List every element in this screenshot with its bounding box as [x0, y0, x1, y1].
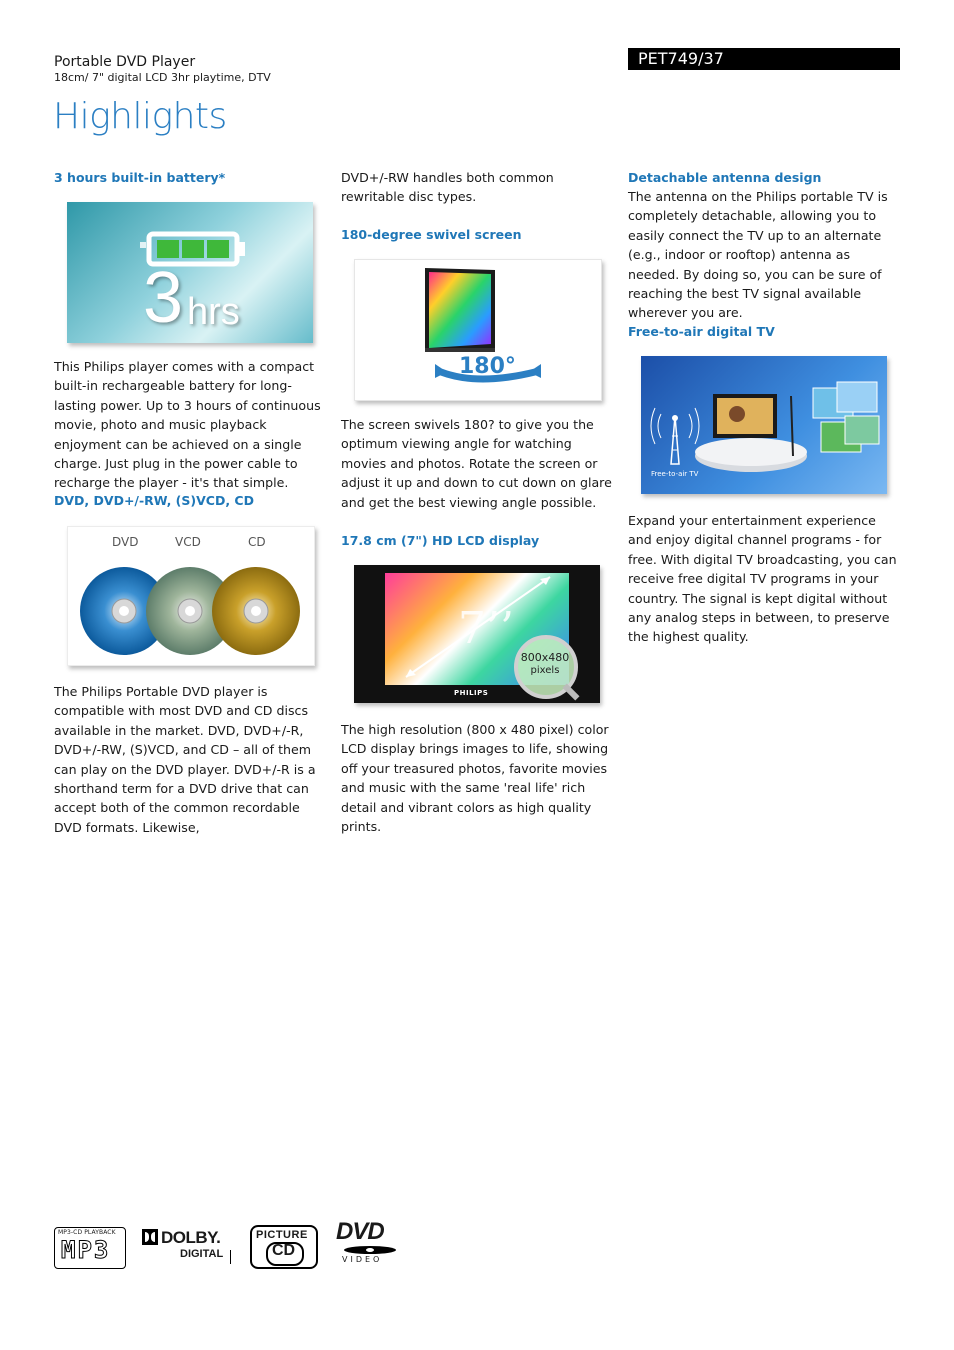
- page-title: Highlights: [53, 96, 227, 137]
- mp3-cd-logo: [54, 1227, 126, 1269]
- lcd-description: The high resolution (800 x 480 pixel) color LCD display brings images to life, showing off your treasured photos, favorite movies and music with the same 'real life' rich detail and vibrant colors as high quality prints.: [341, 722, 609, 835]
- battery-hours-unit: hrs: [187, 291, 240, 333]
- dvd-video-text: VIDEO: [342, 1255, 383, 1264]
- battery-hours-number: 3: [143, 258, 184, 338]
- swivel-angle-label: 180°: [459, 354, 516, 379]
- product-subtitle: 18cm/ 7" digital LCD 3hr playtime, DTV: [54, 71, 271, 84]
- digital-tv-image: [641, 356, 887, 494]
- column-1: [54, 168, 326, 835]
- free-to-air-label: Free-to-air TV: [651, 470, 699, 478]
- mp3-cd-logo-caption: MP3-CD PLAYBACK: [58, 1229, 116, 1236]
- section-title-battery: 3 hours built-in battery*: [54, 170, 226, 185]
- discs-icon: [68, 527, 314, 665]
- product-category: Portable DVD Player: [54, 54, 196, 70]
- disc-formats-image: [67, 526, 315, 666]
- battery-description: This Philips player comes with a compact built-in rechargeable battery for long-lasting power. Up to 3 hours of continuous movie, photo and music playback enjoyment can be achieved on a single charge. Just plug in the power cable to recharge the player - it's that simple.: [54, 359, 321, 491]
- dolby-double-d-icon: [142, 1229, 158, 1245]
- resolution-label: 800x480: [520, 651, 570, 664]
- picture-cd-top: PICTURE: [256, 1229, 308, 1241]
- section-title-antenna: Detachable antenna design: [628, 170, 822, 185]
- swivel-description: The screen swivels 180? to give you the optimum viewing angle for watching movies and photos. Rotate the screen or adjust it up and down to cut down on glare and get the best viewing angle possible.: [341, 417, 612, 510]
- dolby-sub: DIGITAL: [180, 1248, 224, 1260]
- digital-tv-description: Expand your entertainment experience and enjoy digital channel programs - for free. With digital TV broadcasting, you can receive free digital TV programs in your country. The signal is kept digital without any analog steps in between, to preserve the highest quality.: [628, 513, 897, 645]
- battery-image: [67, 202, 313, 343]
- lcd-display-image: [354, 565, 600, 703]
- swivel-screen-image: [354, 259, 602, 401]
- disc-formats-description: The Philips Portable DVD player is compatible with most DVD and CD discs available in the market. DVD, DVD+/-R, DVD+/-RW, (S)VCD, and CD – all of them can play on the DVD player. DVD+/-R is a shorthand term for a DVD drive that can accept both of the common recordable DVD formats. Likewise,: [54, 684, 316, 835]
- disc-label-cd: CD: [248, 535, 266, 549]
- dolby-name: DOLBY.: [161, 1228, 221, 1247]
- disc-label-dvd: DVD: [112, 535, 139, 549]
- section-title-swivel: 180-degree swivel screen: [341, 227, 522, 242]
- model-number: PET749/37: [638, 49, 724, 68]
- screen-size-label: 7’’: [458, 603, 514, 654]
- dvd-logo-text: DVD: [336, 1218, 384, 1245]
- disc-formats-description-continued: DVD+/-RW handles both common rewritable disc types.: [341, 170, 554, 205]
- dolby-digital-logo: [142, 1228, 232, 1268]
- brand-label: PHILIPS: [454, 689, 489, 697]
- picture-cd-bottom: CD: [272, 1242, 296, 1259]
- mp3-cd-logo-text: MP3: [61, 1236, 111, 1264]
- dvd-video-logo: [334, 1218, 406, 1268]
- section-title-digital-tv: Free-to-air digital TV: [628, 324, 775, 339]
- pixels-label: pixels: [530, 665, 560, 676]
- disc-label-vcd: VCD: [175, 535, 201, 549]
- antenna-description: The antenna on the Philips portable TV is completely detachable, allowing you to easily connect the TV up to an alternate (e.g., indoor or rooftop) antenna as needed. By doing so, you can be sure of reaching the best TV signal available wherever you are.: [628, 189, 888, 321]
- model-number-bar: [628, 48, 900, 70]
- picture-cd-logo: [250, 1225, 318, 1269]
- swivel-screen-icon: [355, 260, 601, 400]
- section-title-disc-formats: DVD, DVD+/-RW, (S)VCD, CD: [54, 493, 254, 508]
- section-title-lcd: 17.8 cm (7") HD LCD display: [341, 533, 540, 548]
